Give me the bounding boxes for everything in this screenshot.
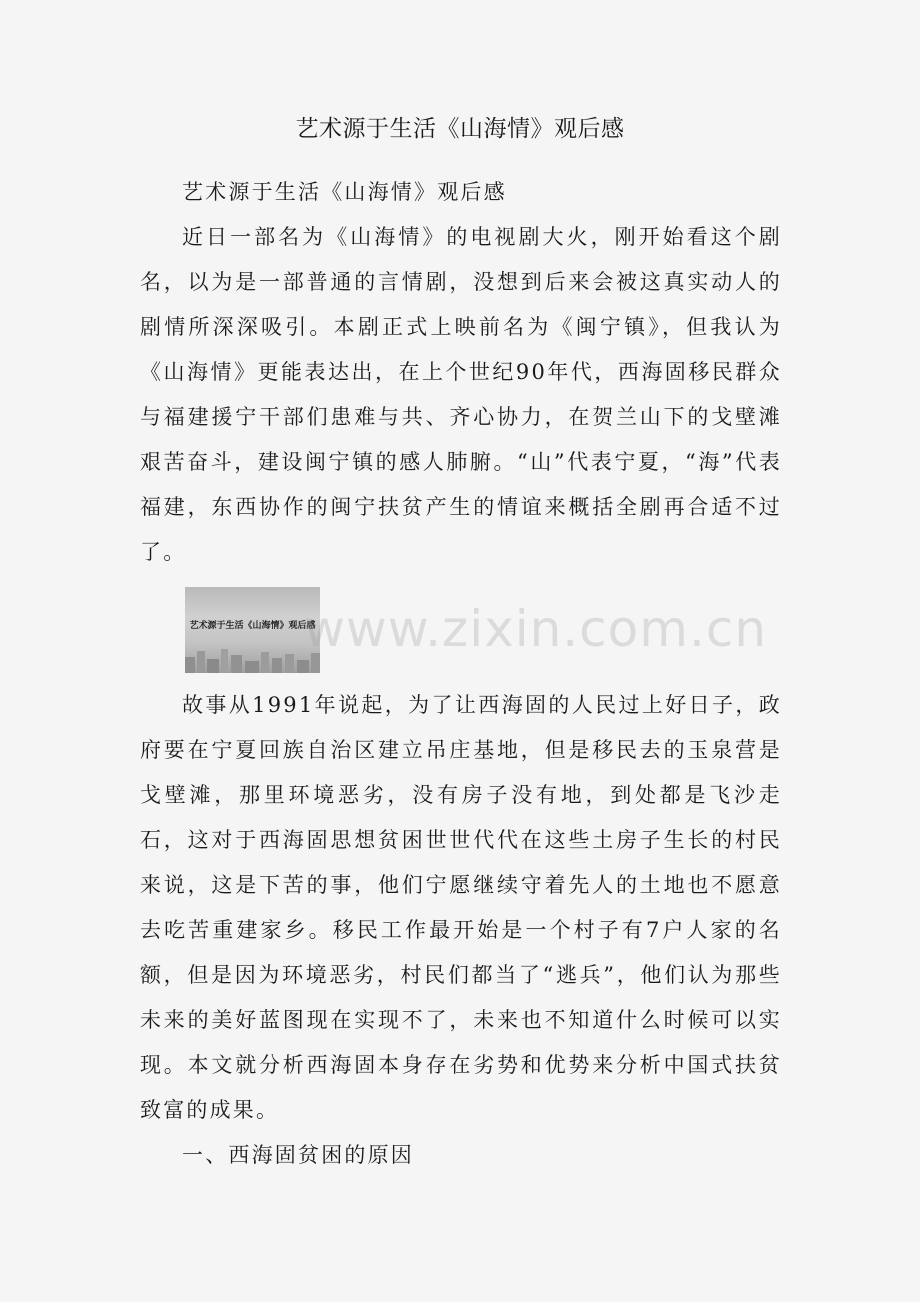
site-watermark: www.zixin.com.cn (304, 600, 768, 658)
city-skyline-graphic (185, 643, 320, 673)
intro-paragraph: 近日一部名为《山海情》的电视剧大火，刚开始看这个剧名，以为是一部普通的言情剧，没想到后来会被这真实动人的剧情所深深吸引。本剧正式上映前名为《闽宁镇》，但我认为《山海情》更能表达出，在上个世纪90年代，西海固移民群众与福建援宁干部们患难与共、齐心协力，在贺兰山下的戈壁滩艰苦奋斗，建设闽宁镇的感人肺腑。“山”代表宁夏，“海”代表福建，东西协作的闽宁扶贫产生的情谊来概括全剧再合适不过了。 (140, 225, 782, 564)
document-title: 艺术源于生活《山海情》观后感 (295, 116, 625, 142)
poster-caption: 艺术源于生活《山海情》观后感 (189, 621, 316, 631)
document-body (140, 170, 782, 1178)
section-heading: 一、西海固贫困的原因 (182, 1143, 414, 1167)
poster-image (185, 587, 320, 673)
story-paragraph: 故事从1991年说起，为了让西海固的人民过上好日子，政府要在宁夏回族自治区建立吊庄基地，但是移民去的玉泉营是戈壁滩，那里环境恶劣，没有房子没有地，到处都是飞沙走石，这对于西海固思想贫困世世代代在这些土房子生长的村民来说，这是下苦的事，他们宁愿继续守着先人的土地也不愿意去吃苦重建家乡。移民工作最开始是一个村子有7户人家的名额，但是因为环境恶劣，村民们都当了“逃兵”，他们认为那些未来的美好蓝图现在实现不了，未来也不知道什么时候可以实现。本文就分析西海固本身存在劣势和优势来分析中国式扶贫致富的成果。 (140, 693, 782, 1122)
subtitle-paragraph: 艺术源于生活《山海情》观后感 (182, 180, 507, 204)
